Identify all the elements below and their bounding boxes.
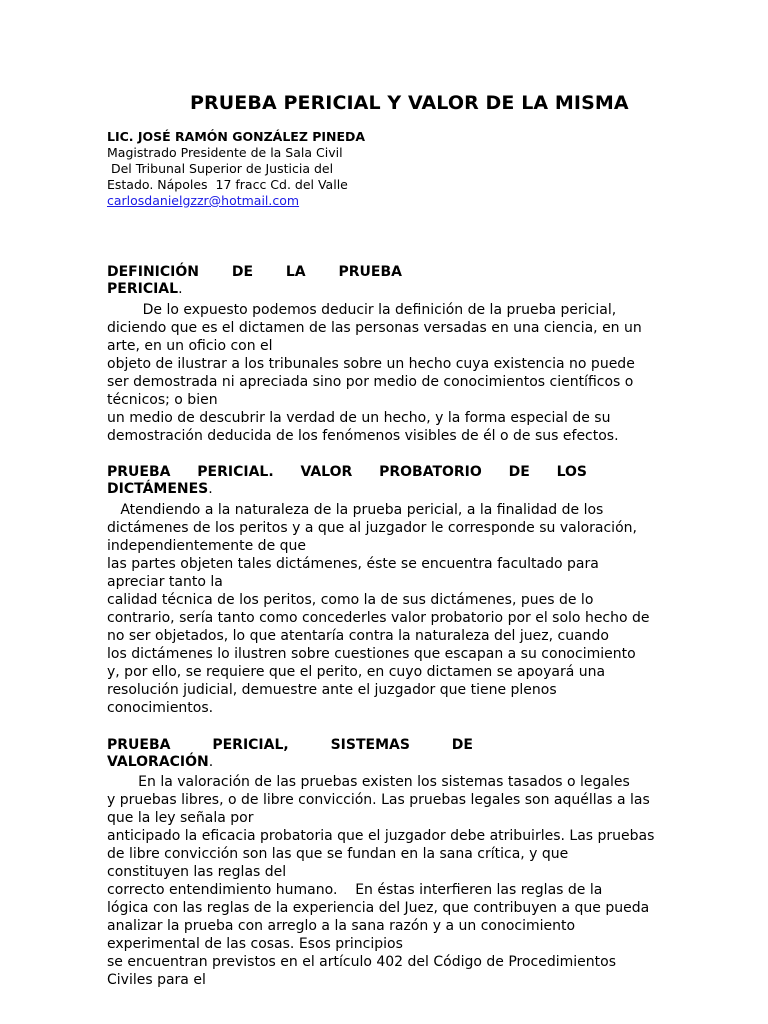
heading-period: . — [208, 754, 214, 770]
heading-line — [107, 264, 402, 281]
text-line: En la valoración de las pruebas existen los sistemas tasados o legales — [107, 774, 630, 790]
text-line: De lo expuesto podemos deducir la definición de la prueba pericial, — [107, 302, 617, 318]
heading-word: SISTEMAS — [330, 737, 410, 753]
text-line: técnicos; o bien — [107, 392, 218, 408]
section-heading-sistemas-valoracion — [107, 737, 473, 771]
text-line: correcto entendimiento humano. En éstas interfieren las reglas de la — [107, 882, 603, 898]
section-body-sistemas-valoracion — [107, 773, 699, 989]
text-line: conocimientos. — [107, 700, 214, 716]
heading-word: PRUEBA — [107, 464, 171, 480]
heading-word: LA — [285, 264, 306, 280]
heading-word: VALORACIÓN — [107, 754, 209, 770]
text-line: calidad técnica de los peritos, como la de sus dictámenes, pues de lo — [107, 592, 594, 608]
text-line: Atendiendo a la naturaleza de la prueba pericial, a la finalidad de los — [107, 502, 604, 518]
text-line: independientemente de que — [107, 538, 307, 554]
text-line: lógica con las reglas de la experiencia del Juez, que contribuyen a que pueda — [107, 900, 650, 916]
heading-word: LOS — [556, 464, 587, 480]
text-line: apreciar tanto la — [107, 574, 223, 590]
heading-word: DE — [508, 464, 530, 480]
heading-word: PRUEBA — [338, 264, 402, 280]
text-line: analizar la prueba con arreglo a la sana razón y a un conocimiento — [107, 918, 576, 934]
section-body-definicion — [107, 301, 699, 445]
text-line: de libre convicción son las que se fundan en la sana crítica, y que — [107, 846, 569, 862]
author-position: Magistrado Presidente de la Sala Civil — [107, 145, 343, 160]
heading-period: . — [208, 481, 213, 497]
text-line: demostración deducida de los fenómenos visibles de él o de sus efectos. — [107, 428, 619, 444]
text-line: anticipado la eficacia probatoria que el juzgador debe atribuirles. Las pruebas — [107, 828, 655, 844]
heading-line — [107, 481, 587, 498]
heading-word: VALOR — [300, 464, 353, 480]
text-line: arte, en un oficio con el — [107, 338, 273, 354]
heading-line — [107, 754, 473, 771]
heading-word: PERICIAL. — [197, 464, 274, 480]
author-name: LIC. JOSÉ RAMÓN GONZÁLEZ PINEDA — [107, 129, 366, 144]
heading-line — [107, 281, 402, 298]
text-line: constituyen las reglas del — [107, 864, 287, 880]
text-line: dictámenes de los peritos y a que al juzgador le corresponde su valoración, — [107, 520, 637, 536]
text-line: los dictámenes lo ilustren sobre cuestiones que escapan a su conocimiento — [107, 646, 636, 662]
heading-line — [107, 464, 587, 481]
author-court: Del Tribunal Superior de Justicia del — [107, 161, 334, 176]
text-line: Civiles para el — [107, 972, 206, 988]
text-line: las partes objeten tales dictámenes, éste se encuentra facultado para — [107, 556, 599, 572]
heading-word: DICTÁMENES — [107, 481, 209, 497]
text-line: ser demostrada ni apreciada sino por medio de conocimientos científicos o — [107, 374, 634, 390]
author-block — [107, 129, 365, 209]
text-line: se encuentran previstos en el artículo 402 del Código de Procedimientos — [107, 954, 616, 970]
text-line: no ser objetados, lo que atentaría contra la naturaleza del juez, cuando — [107, 628, 609, 644]
heading-word: DE — [231, 264, 254, 280]
text-line: un medio de descubrir la verdad de un hecho, y la forma especial de su — [107, 410, 611, 426]
heading-word: DEFINICIÓN — [107, 264, 199, 280]
heading-word: DE — [451, 737, 473, 753]
text-line: que la ley señala por — [107, 810, 254, 826]
author-address: Estado. Nápoles 17 fracc Cd. del Valle — [107, 177, 348, 192]
section-body-valor-probatorio — [107, 501, 699, 717]
text-line: objeto de ilustrar a los tribunales sobre un hecho cuya existencia no puede — [107, 356, 635, 372]
heading-word: PERICIAL, — [212, 737, 289, 753]
heading-word: PROBATORIO — [379, 464, 482, 480]
text-line: contrario, sería tanto como concederles valor probatorio por el solo hecho de — [107, 610, 650, 626]
heading-line — [107, 737, 473, 754]
document-title: PRUEBA PERICIAL Y VALOR DE LA MISMA — [190, 92, 629, 114]
section-heading-definicion — [107, 264, 402, 298]
text-line: y pruebas libres, o de libre convicción. Las pruebas legales son aquéllas a las — [107, 792, 650, 808]
text-line: resolución judicial, demuestre ante el juzgador que tiene plenos — [107, 682, 557, 698]
author-email-link[interactable]: carlosdanielgzzr@hotmail.com — [107, 193, 300, 208]
heading-word: PERICIAL — [107, 281, 179, 297]
text-line: experimental de las cosas. Esos principios — [107, 936, 403, 952]
text-line: diciendo que es el dictamen de las personas versadas en una ciencia, en un — [107, 320, 642, 336]
heading-period: . — [178, 281, 183, 297]
section-heading-valor-probatorio — [107, 464, 587, 498]
heading-word: PRUEBA — [107, 737, 171, 753]
text-line: y, por ello, se requiere que el perito, en cuyo dictamen se apoyará una — [107, 664, 606, 680]
